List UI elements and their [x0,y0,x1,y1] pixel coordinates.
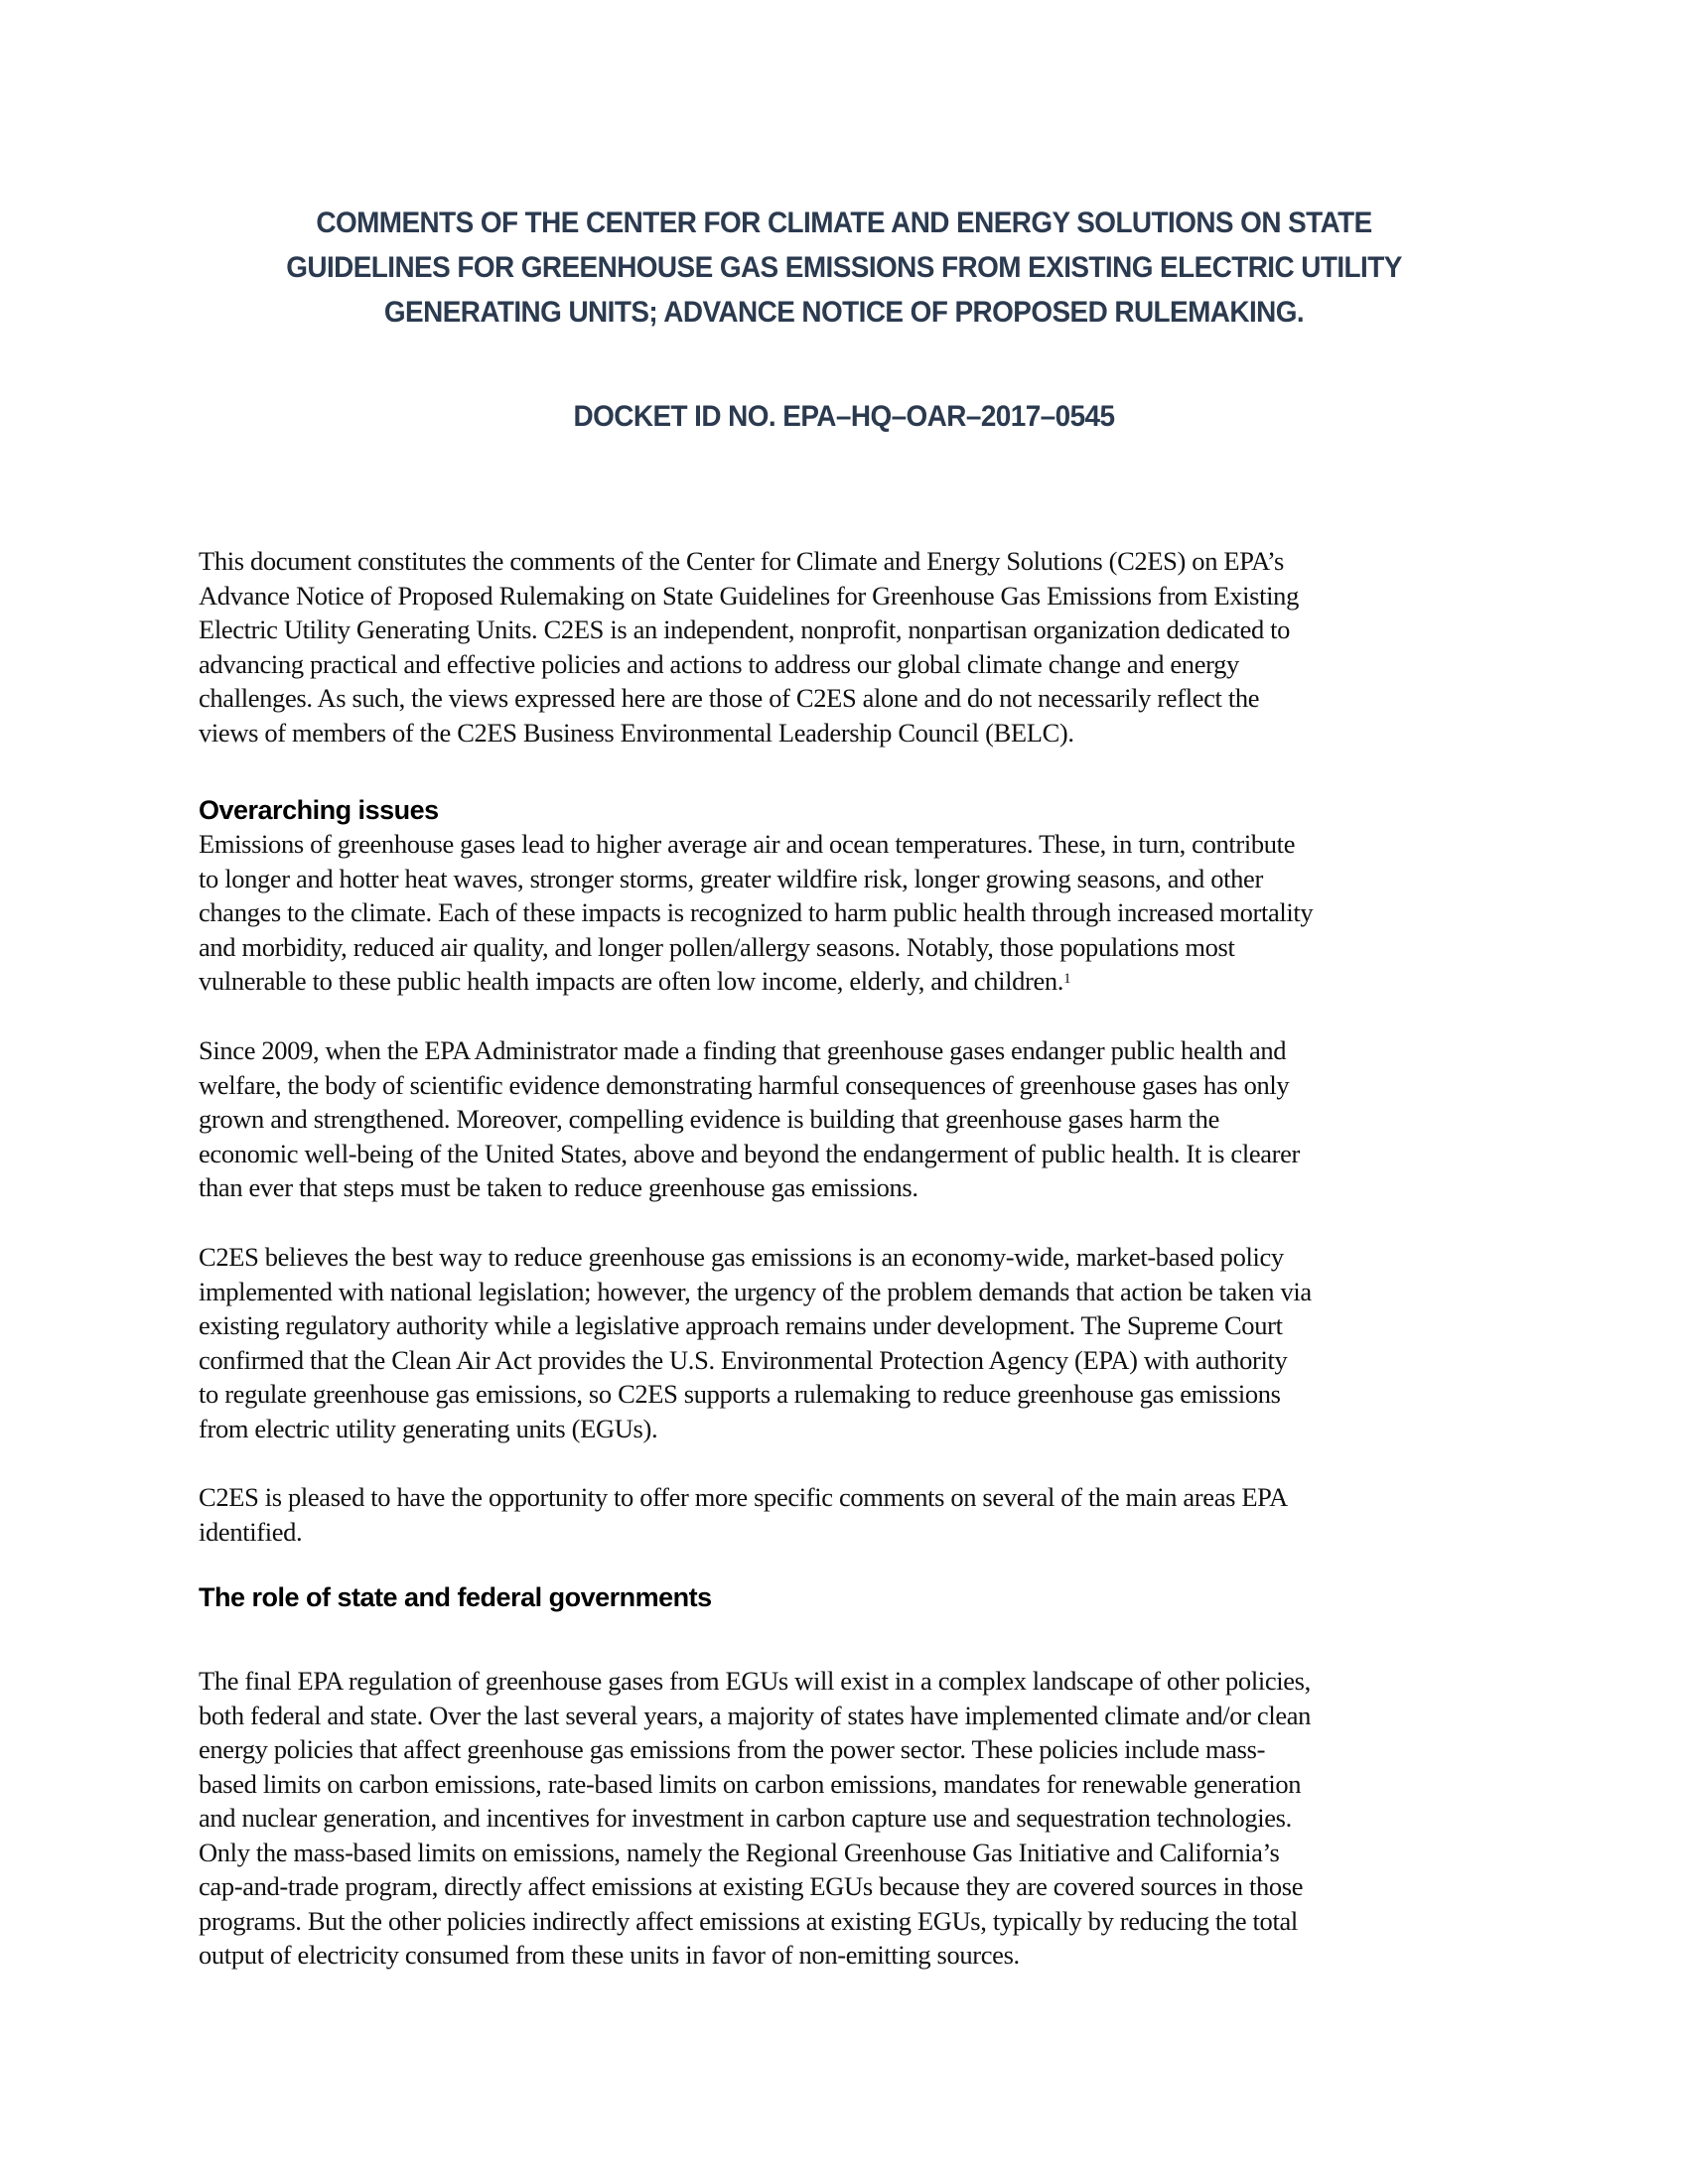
intro-paragraph [199,544,1499,750]
paragraph [199,1033,1499,1205]
text-line: programs. But the other policies indirectly affect emissions at existing EGUs, typically by reducing the total [199,1905,1298,1936]
text-line: and nuclear generation, and incentives for investment in carbon capture use and sequestration technologies. [199,1803,1292,1833]
text-line: views of members of the C2ES Business Environmental Leadership Council (BELC). [199,717,1074,748]
text-line: changes to the climate. Each of these impacts is recognized to harm public health through increased mortality [199,897,1314,927]
section-heading-role-of-governments: The role of state and federal governments [199,1582,712,1612]
text-line: identified. [199,1516,303,1547]
text-line: This document constitutes the comments of the Center for Climate and Energy Solutions (C2ES) on EPA’s [199,546,1284,576]
document-title [244,201,1445,335]
text-line: C2ES is pleased to have the opportunity to offer more specific comments on several of the main areas EPA [199,1482,1288,1512]
text-line: welfare, the body of scientific evidence demonstrating harmful consequences of greenhouse gases has only [199,1069,1290,1100]
text-line: both federal and state. Over the last several years, a majority of states have implemented climate and/or clean [199,1700,1312,1730]
text-line: based limits on carbon emissions, rate-based limits on carbon emissions, mandates for renewable generation [199,1768,1302,1799]
text-line: Emissions of greenhouse gases lead to higher average air and ocean temperatures. These, in turn, contribute [199,829,1296,859]
text-line: existing regulatory authority while a legislative approach remains under development. The Supreme Court [199,1310,1283,1340]
section-heading-overarching-issues: Overarching issues [199,795,439,825]
text-line: output of electricity consumed from these units in favor of non-emitting sources. [199,1940,1020,1970]
title-line: GENERATING UNITS; ADVANCE NOTICE OF PROPOSED RULEMAKING. [383,296,1305,329]
text-line: vulnerable to these public health impacts are often low income, elderly, and children. [199,966,1064,996]
text-line: implemented with national legislation; however, the urgency of the problem demands that action be taken via [199,1276,1312,1306]
text-line: challenges. As such, the views expressed here are those of C2ES alone and do not necessarily reflect the [199,683,1260,713]
title-line: GUIDELINES FOR GREENHOUSE GAS EMISSIONS FROM EXISTING ELECTRIC UTILITY [286,251,1402,284]
text-line: grown and strengthened. Moreover, compelling evidence is building that greenhouse gases harm the [199,1104,1219,1134]
text-line: Electric Utility Generating Units. C2ES is an independent, nonprofit, nonpartisan organization dedicated to [199,614,1291,644]
text-line: energy policies that affect greenhouse gas emissions from the power sector. These policies include mass- [199,1734,1266,1764]
footnote-ref[interactable]: 1 [1063,971,1071,987]
title-line: COMMENTS OF THE CENTER FOR CLIMATE AND ENERGY SOLUTIONS ON STATE [316,206,1372,239]
text-line: Only the mass-based limits on emissions, namely the Regional Greenhouse Gas Initiative and California’s [199,1837,1280,1867]
text-line: cap-and-trade program, directly affect emissions at existing EGUs because they are covered sources in those [199,1871,1304,1901]
text-line: C2ES believes the best way to reduce greenhouse gas emissions is an economy-wide, market-based policy [199,1242,1284,1272]
text-line: from electric utility generating units (EGUs). [199,1413,658,1443]
text-line-with-footnote [199,964,1499,999]
paragraph [199,1240,1499,1445]
text-line: advancing practical and effective policies and actions to address our global climate change and energy [199,648,1239,679]
text-line: to longer and hotter heat waves, stronger storms, greater wildfire risk, longer growing seasons, and other [199,863,1263,893]
text-line: The final EPA regulation of greenhouse gases from EGUs will exist in a complex landscape of other policies, [199,1666,1311,1696]
text-line: to regulate greenhouse gas emissions, so C2ES supports a rulemaking to reduce greenhouse gas emissions [199,1379,1281,1409]
text-line: confirmed that the Clean Air Act provides the U.S. Environmental Protection Agency (EPA) with authority [199,1344,1288,1375]
paragraph [199,1480,1499,1549]
text-line: than ever that steps must be taken to reduce greenhouse gas emissions. [199,1172,918,1202]
text-line: economic well-being of the United States, above and beyond the endangerment of public health. It is clearer [199,1138,1301,1168]
text-line: and morbidity, reduced air quality, and longer pollen/allergy seasons. Notably, those populations most [199,931,1235,962]
paragraph [199,827,1499,999]
paragraph [199,1664,1499,1973]
text-line: Advance Notice of Proposed Rulemaking on State Guidelines for Greenhouse Gas Emissions from Existing [199,580,1299,611]
docket-id: DOCKET ID NO. EPA–HQ–OAR–2017–0545 [573,400,1115,433]
text-line: Since 2009, when the EPA Administrator made a finding that greenhouse gases endanger public health and [199,1035,1287,1065]
